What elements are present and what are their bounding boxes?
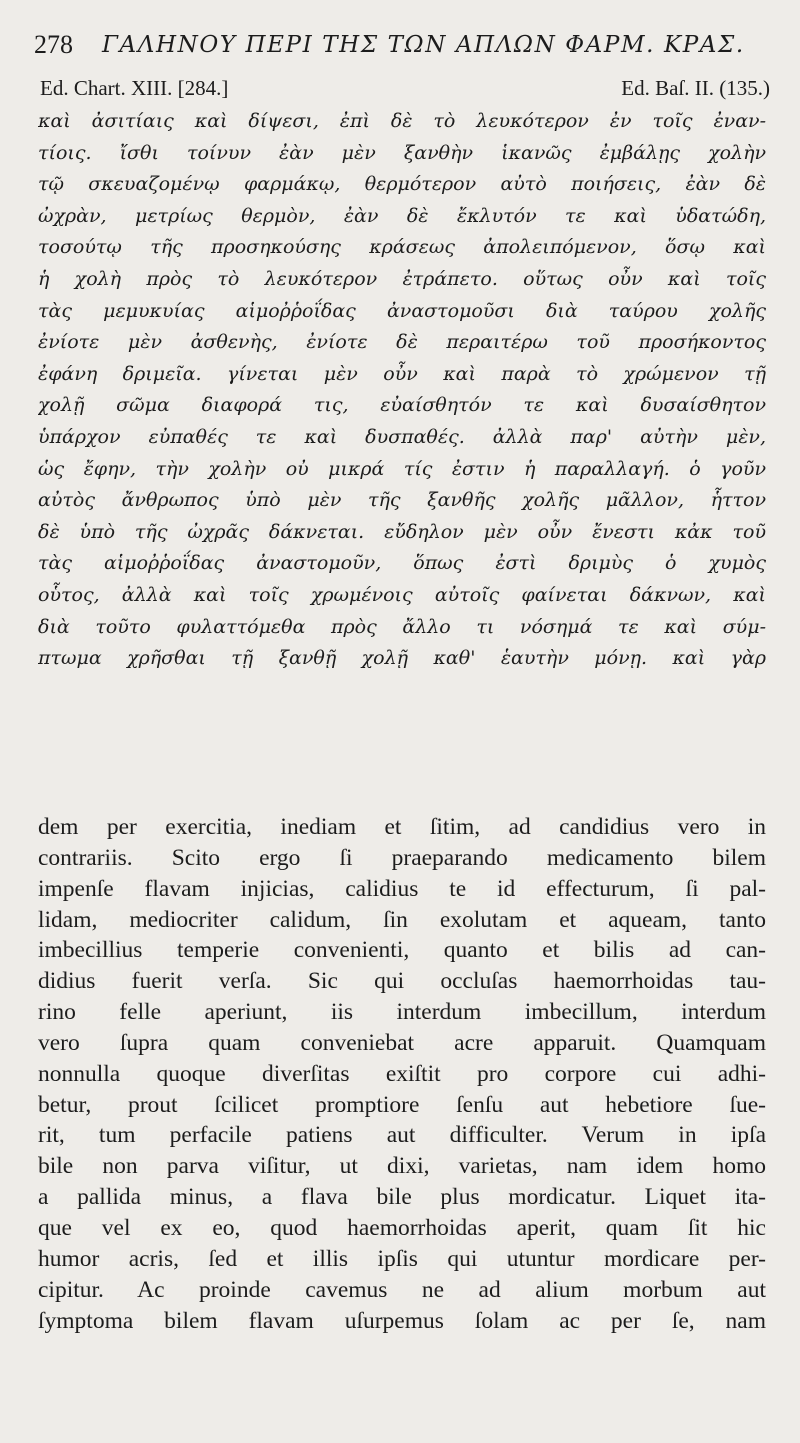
latin-text-line: lidam, mediocriter calidum, ſin exolutam et aqueam, tanto <box>38 906 766 933</box>
edition-reference-chartier: Ed. Chart. XIII. [284.] <box>40 76 229 100</box>
greek-text-line: ὠχρὰν, μετρίως θερμὸν, ἐὰν δὲ ἔκλυτόν τε καὶ ὑδατώδη, <box>38 204 766 227</box>
greek-text-line: τοσούτῳ τῆς προσηκούσης κράσεως ἀπολειπόμενον, ὅσῳ καὶ <box>38 236 766 259</box>
latin-text-line: bile non parva viſitur, ut dixi, varietas, nam idem homo <box>38 1153 766 1180</box>
greek-text-line: τὰς μεμυκυίας αἱμοῤῥοΐδας ἀναστομοῦσι διὰ ταύρου χολῆς <box>38 299 766 322</box>
latin-text-line: vero ſupra quam conveniebat acre apparuit. Quamquam <box>38 1029 766 1056</box>
latin-text-line: nonnulla quoque diverſitas exiſtit pro corpore cui adhi- <box>38 1060 766 1087</box>
page-number: 278 <box>34 30 73 59</box>
greek-text-line: οὗτος, ἀλλὰ καὶ τοῖς χρωμένοις αὐτοῖς φαίνεται δάκνων, καὶ <box>38 583 766 606</box>
greek-text-line: χολῇ σῶμα διαφορά τις, εὐαίσθητόν τε καὶ δυσαίσθητον <box>38 394 766 417</box>
latin-text-line: ſymptoma bilem flavam uſurpemus ſolam ac per ſe, nam <box>38 1307 766 1334</box>
greek-text-line: καὶ ἀσιτίαις καὶ δίψεσι, ἐπὶ δὲ τὸ λευκότερον ἐν τοῖς ἐναν- <box>38 110 766 132</box>
latin-text-line: imbecillius temperie convenienti, quanto et bilis ad can- <box>38 937 766 964</box>
latin-text-line: a pallida minus, a flava bile plus mordicatur. Liquet ita- <box>38 1184 766 1211</box>
edition-reference-basel: Ed. Baſ. II. (135.) <box>621 76 770 100</box>
greek-text-line: πτωμα χρῆσθαι τῇ ξανθῇ χολῇ καθ' ἑαυτὴν μόνῃ. καὶ γὰρ <box>38 647 766 670</box>
greek-text-line: αὐτὸς ἄνθρωπος ὑπὸ μὲν τῆς ξανθῆς χολῆς μᾶλλον, ἧττον <box>38 489 766 512</box>
latin-text-line: rino felle aperiunt, iis interdum imbecillum, interdum <box>38 999 766 1026</box>
greek-text-block <box>38 106 766 675</box>
running-head: ΓΑΛΗΝΟΥ ΠΕΡΙ ΤΗΣ ΤΩΝ ΑΠΛΩΝ ΦΑΡΜ. ΚΡΑΣ. <box>102 32 745 58</box>
greek-text-line: ἐνίοτε μὲν ἀσθενὴς, ἐνίοτε δὲ περαιτέρω τοῦ προσήκοντος <box>38 331 766 354</box>
greek-text-line: τὰς αἱμοῤῥοΐδας ἀναστομοῦν, ὅπως ἐστὶ δριμὺς ὁ χυμὸς <box>38 552 766 575</box>
latin-text-line: cipitur. Ac proinde cavemus ne ad alium morbum aut <box>38 1276 766 1303</box>
greek-text-line: τῷ σκευαζομένῳ φαρμάκῳ, θερμότερον αὐτὸ ποιήσεις, ἐὰν δὲ <box>38 173 766 196</box>
greek-text-line: τίοις. ἴσθι τοίνυν ἐὰν μὲν ξανθὴν ἱκανῶς ἐμβάλῃς χολὴν <box>38 141 766 164</box>
greek-text-line: ὑπάρχον εὐπαθές τε καὶ δυσπαθές. ἀλλὰ παρ' αὐτὴν μὲν, <box>38 425 766 448</box>
latin-text-line: humor acris, ſed et illis ipſis qui utuntur mordicare per- <box>38 1245 766 1272</box>
page-header <box>30 24 768 64</box>
latin-text-block <box>38 812 766 1336</box>
latin-text-line: rit, tum perfacile patiens aut difficulter. Verum in ipſa <box>38 1122 766 1149</box>
greek-text-line: ἐφάνη δριμεῖα. γίνεται μὲν οὖν καὶ παρὰ τὸ χρώμενον τῇ <box>38 362 766 385</box>
latin-text-line: dem per exercitia, inediam et ſitim, ad candidius vero in <box>38 814 766 840</box>
latin-text-line: didius fuerit verſa. Sic qui occluſas haemorrhoidas tau- <box>38 968 766 995</box>
edition-references <box>40 76 770 102</box>
latin-text-line: que vel ex eo, quod haemorrhoidas aperit, quam ſit hic <box>38 1214 766 1241</box>
greek-text-line: δὲ ὑπὸ τῆς ὠχρᾶς δάκνεται. εὔδηλον μὲν οὖν ἔνεστι κἀκ τοῦ <box>38 520 766 543</box>
greek-text-line: διὰ τοῦτο φυλαττόμεθα πρὸς ἄλλο τι νόσημά τε καὶ σύμ- <box>38 615 766 638</box>
latin-text-line: betur, prout ſcilicet promptiore ſenſu aut hebetiore ſue- <box>38 1091 766 1118</box>
greek-text-line: ἡ χολὴ πρὸς τὸ λευκότερον ἐτράπετο. οὕτως οὖν καὶ τοῖς <box>38 267 766 290</box>
latin-text-line: impenſe flavam injicias, calidius te id effecturum, ſi pal- <box>38 875 766 902</box>
greek-text-line: ὡς ἔφην, τὴν χολὴν οὐ μικρά τίς ἐστιν ἡ παραλλαγή. ὁ γοῦν <box>38 457 766 480</box>
latin-text-line: contrariis. Scito ergo ſi praeparando medicamento bilem <box>38 844 766 871</box>
